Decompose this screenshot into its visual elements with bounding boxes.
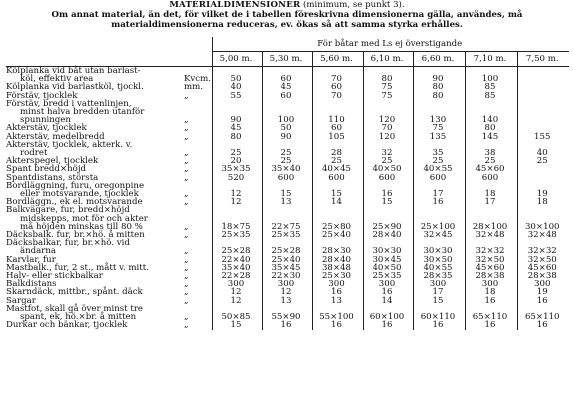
row-value: 140 [465,100,517,125]
row-value: 100 [465,67,517,84]
size-header: 5,60 m. [312,52,363,67]
row-value: 300 [262,280,312,288]
row-value: 80 [212,133,262,141]
table-row [6,182,569,198]
row-value: 45×60 [517,264,569,272]
row-value: 65×110 [465,305,517,321]
table-body [6,67,569,330]
row-value: 600 [413,174,465,182]
row-description-line: Karvlar, fur [6,254,56,265]
row-value: 25×28 [262,239,312,255]
row-value: 28 [312,141,363,157]
group-header: För båtar med Ls ej överstigande [212,37,569,52]
row-value: 13 [262,297,312,305]
row-value: 35×35 [212,165,262,173]
row-value: 75 [413,124,465,132]
row-value: 35×45 [262,264,312,272]
row-value: 28×38 [517,272,569,280]
row-unit: „ [184,246,189,257]
row-value: 600 [262,174,312,182]
row-value: 20 [212,157,262,165]
row-value: 16 [363,321,413,329]
row-value: 18×75 [212,206,262,231]
row-unit: „ [184,131,189,142]
row-value: 32 [363,141,413,157]
row-value: 15 [262,182,312,198]
row-unit: „ [184,115,189,126]
row-value: 600 [363,174,413,182]
row-description-line: Däcksbalkar, fur, br.×hö. vid [6,238,130,249]
row-value: 135 [413,133,465,141]
size-header: 6,10 m. [363,52,413,67]
row-description-line: Balkdistans [6,279,57,290]
row-value: 35×40 [262,165,312,173]
size-header: 6,60 m. [413,52,465,67]
row-description-line: må höjden minskas till 80 % [20,221,143,232]
row-value: 16 [312,288,363,296]
row-value: 60 [312,83,363,91]
row-description-line: Förstäv, bredd i vattenlinjen, [6,98,132,109]
row-value: 45 [212,124,262,132]
row-value: 85 [465,83,517,91]
row-description-line: Skarndäck, mittbr., spånt. däck [6,287,143,298]
row-value: 16 [517,321,569,329]
row-description [6,321,184,329]
size-header: 7,50 m. [517,52,569,67]
row-description-line: ändarna [20,246,57,257]
row-value: 25×80 [312,206,363,231]
table-row [6,141,569,157]
row-unit: „ [184,197,189,208]
row-value: 16 [413,321,465,329]
row-value: 105 [312,133,363,141]
heading-title: MATERIALDIMENSIONER [169,0,301,10]
row-value: 25×40 [312,231,363,239]
row-value: 90 [413,67,465,84]
row-value: 18 [465,182,517,198]
row-value: 145 [465,133,517,141]
row-value: 50 [262,124,312,132]
row-value: 12 [212,198,262,206]
row-value: 80 [363,67,413,84]
row-unit: „ [184,189,189,200]
row-value [517,165,569,173]
row-unit: mm. [184,82,204,93]
row-value: 90 [262,133,312,141]
row-unit: „ [184,123,189,134]
row-unit: „ [184,287,189,298]
row-unit: „ [184,279,189,290]
row-value: 120 [363,133,413,141]
row-value [517,92,569,100]
row-value: 300 [465,280,517,288]
row-value: 22×30 [262,272,312,280]
row-value: 16 [413,198,465,206]
row-value: 35×40 [212,264,262,272]
row-value: 32×32 [517,239,569,255]
row-description-line: Bordläggning, furu, oregonpine [6,180,145,191]
row-value: 300 [517,280,569,288]
row-value: 40×45 [312,165,363,173]
row-value: 35 [413,141,465,157]
row-value: 19 [517,288,569,296]
row-description-line: Däcksbalk. fur, br.×hö. å mitten [6,230,145,241]
row-value: 75 [363,83,413,91]
dimension-table [6,37,569,330]
row-value: 16 [312,321,363,329]
row-value: 25×35 [363,272,413,280]
row-description-line: Kölplanka vid barlastköl, tjockl. [6,82,144,93]
table-row [6,239,569,255]
size-header: 5,00 m. [212,52,262,67]
row-description-line: spunningen [20,115,71,126]
row-value: 16 [363,288,413,296]
row-value: 15 [413,297,465,305]
row-value: 25 [465,157,517,165]
row-description-line: Halv- eller stickbalkar [6,271,103,282]
row-value: 30×100 [517,206,569,231]
row-value: 32×45 [413,231,465,239]
row-value [517,100,569,125]
row-value: 30×30 [413,239,465,255]
heading-line-3: materialdimensionerna reduceras, ev. ökas så att samma styrka erhålles. [111,20,463,30]
row-value: 15 [212,321,262,329]
row-value: 28×30 [312,239,363,255]
row-value: 28×100 [465,206,517,231]
row-value: 17 [413,182,465,198]
row-value: 12 [212,297,262,305]
row-value: 28×40 [363,231,413,239]
row-value: 38 [465,141,517,157]
table-group-header-row [6,37,569,52]
row-unit: „ [184,254,189,265]
row-description [6,67,184,84]
row-value: 32×48 [517,231,569,239]
row-description-line: eller motsvarande, tjocklek [20,189,139,200]
row-value: 25×30 [312,272,363,280]
row-value: 32×50 [517,256,569,264]
row-unit: „ [184,164,189,175]
row-value: 60×100 [363,305,413,321]
row-value: 80 [413,92,465,100]
row-value: 130 [413,100,465,125]
row-unit: „ [184,172,189,183]
table-row [6,206,569,231]
row-unit: „ [184,230,189,241]
row-description-line: köl, effektiv area [20,74,94,85]
row-value: 70 [363,124,413,132]
row-unit: „ [184,312,189,323]
row-description-line: Mastfot, skall gå över minst tre [6,303,144,314]
row-description [6,100,184,125]
row-description [6,239,184,255]
row-value: 16 [465,321,517,329]
row-value: 13 [262,198,312,206]
row-value: 85 [465,92,517,100]
row-value: 38×48 [312,264,363,272]
table-size-header-row [6,52,569,67]
row-value: 32×32 [465,239,517,255]
row-value: 16 [465,297,517,305]
row-value: 25 [517,157,569,165]
row-value: 17 [413,288,465,296]
row-value: 25 [413,157,465,165]
row-value: 40×50 [363,165,413,173]
row-value: 600 [312,174,363,182]
row-description [6,182,184,198]
size-header: 5,30 m. [262,52,312,67]
row-description [6,141,184,157]
row-value: 55 [212,92,262,100]
row-value: 155 [517,133,569,141]
document-heading [0,0,574,30]
row-value: 25 [262,157,312,165]
row-value: 45 [262,83,312,91]
row-value: 50 [212,67,262,84]
row-description [6,305,184,321]
row-value: 40×55 [413,165,465,173]
row-value: 28×38 [465,272,517,280]
row-value: 520 [212,174,262,182]
row-value: 12 [212,182,262,198]
row-value: 60 [262,67,312,84]
row-value: 25×90 [363,206,413,231]
row-unit: „ [184,221,189,232]
row-value: 22×28 [212,272,262,280]
row-value: 60 [262,92,312,100]
row-value: 100 [262,100,312,125]
row-value: 17 [465,198,517,206]
row-value: 40×55 [413,264,465,272]
row-unit: „ [184,156,189,167]
row-value: 300 [212,280,262,288]
row-value: 18 [465,288,517,296]
row-value: 32×50 [465,256,517,264]
row-description-line: Förstäv, tjocklek [6,90,78,101]
row-unit: Kvcm. [184,74,211,85]
row-value: 16 [517,297,569,305]
row-value: 25 [363,157,413,165]
table-row [6,305,569,321]
row-value: 40 [212,83,262,91]
row-description-line: Akterstäv, tjocklek, akterk. v. [6,139,133,150]
row-value: 13 [312,297,363,305]
row-value: 16 [363,182,413,198]
row-value: 50×85 [212,305,262,321]
row-description-line: Akterspegel, tjocklek [6,156,99,167]
row-value: 22×40 [212,256,262,264]
row-unit: „ [184,90,189,101]
row-value: 70 [312,67,363,84]
row-value: 55×90 [262,305,312,321]
row-value: 30×45 [363,256,413,264]
row-value: 25 [212,141,262,157]
row-value: 65×110 [517,305,569,321]
row-description-line: Spantdistans, största [6,172,99,183]
row-unit: „ [184,271,189,282]
row-value: 60×110 [413,305,465,321]
row-value: 300 [312,280,363,288]
row-value: 28×35 [413,272,465,280]
row-description-line: rodret [20,148,48,159]
row-value: 45×60 [465,165,517,173]
row-value: 25 [312,157,363,165]
table-row [6,67,569,84]
row-value: 14 [312,198,363,206]
row-value: 40 [517,141,569,157]
row-value [517,174,569,182]
row-value: 30×50 [413,256,465,264]
row-unit: „ [184,148,189,159]
row-unit: „ [184,320,189,331]
row-value: 14 [363,297,413,305]
row-value: 32×48 [465,231,517,239]
row-description [6,206,184,231]
row-value: 18 [517,198,569,206]
row-value: 25×100 [413,206,465,231]
row-description-line: midskepps, mot för och akter [20,213,148,224]
row-value: 15 [363,198,413,206]
row-unit: „ [184,262,189,273]
row-value: 600 [465,174,517,182]
row-value: 75 [363,92,413,100]
row-value: 70 [312,92,363,100]
row-description-line: spant, ek, hö.×br. å mitten [20,312,137,323]
row-description-line: Bordläggn., ek el. motsvarande [6,197,143,208]
row-description-line: Mastbalk., fur, 2 st., mått v. mitt. [6,262,149,273]
row-value [517,67,569,84]
row-value: 55×100 [312,305,363,321]
heading-title-line [0,0,574,10]
row-value: 12 [262,288,312,296]
row-value: 25×35 [212,231,262,239]
size-header: 7,10 m. [465,52,517,67]
row-description-line: Sargar [6,295,36,306]
row-value [517,83,569,91]
row-value: 300 [363,280,413,288]
row-value: 28×40 [312,256,363,264]
heading-title-note: (minimum, se punkt 3). [300,0,405,10]
row-description-line: Spant bredd×höjd [6,164,87,175]
row-value: 90 [212,100,262,125]
row-value: 25×40 [262,256,312,264]
row-value: 80 [413,83,465,91]
row-value: 40×50 [363,264,413,272]
row-value: 120 [363,100,413,125]
row-value: 110 [312,100,363,125]
row-value: 16 [262,321,312,329]
row-value: 25×28 [212,239,262,255]
row-value: 300 [413,280,465,288]
heading-line-2: Om annat material, än det, för vilket de i tabellen föreskrivna dimensionerna gälla, användes, må [51,10,523,20]
row-description-line: Durkar och bänkar, tjocklek [6,320,128,331]
row-value: 25×35 [262,231,312,239]
row-unit: „ [184,295,189,306]
row-description-line: Akterstäv, medelbredd [6,131,105,142]
row-description-line: minst halva bredden utanför [20,107,145,118]
table-row [6,100,569,125]
row-value: 22×75 [262,206,312,231]
row-value: 80 [465,124,517,132]
row-description-line: Kölplanka vid båt utan barlast- [6,66,141,76]
row-description-line: Balkvägare, fur, bredd×höjd [6,205,130,216]
row-value: 60 [312,124,363,132]
row-value: 45×60 [465,264,517,272]
row-value: 30×30 [363,239,413,255]
row-value: 15 [312,182,363,198]
row-description-line: Akterstäv, tjocklek [6,123,87,134]
row-value: 25 [262,141,312,157]
table-row [6,321,569,329]
row-value: 12 [212,288,262,296]
row-value: 19 [517,182,569,198]
